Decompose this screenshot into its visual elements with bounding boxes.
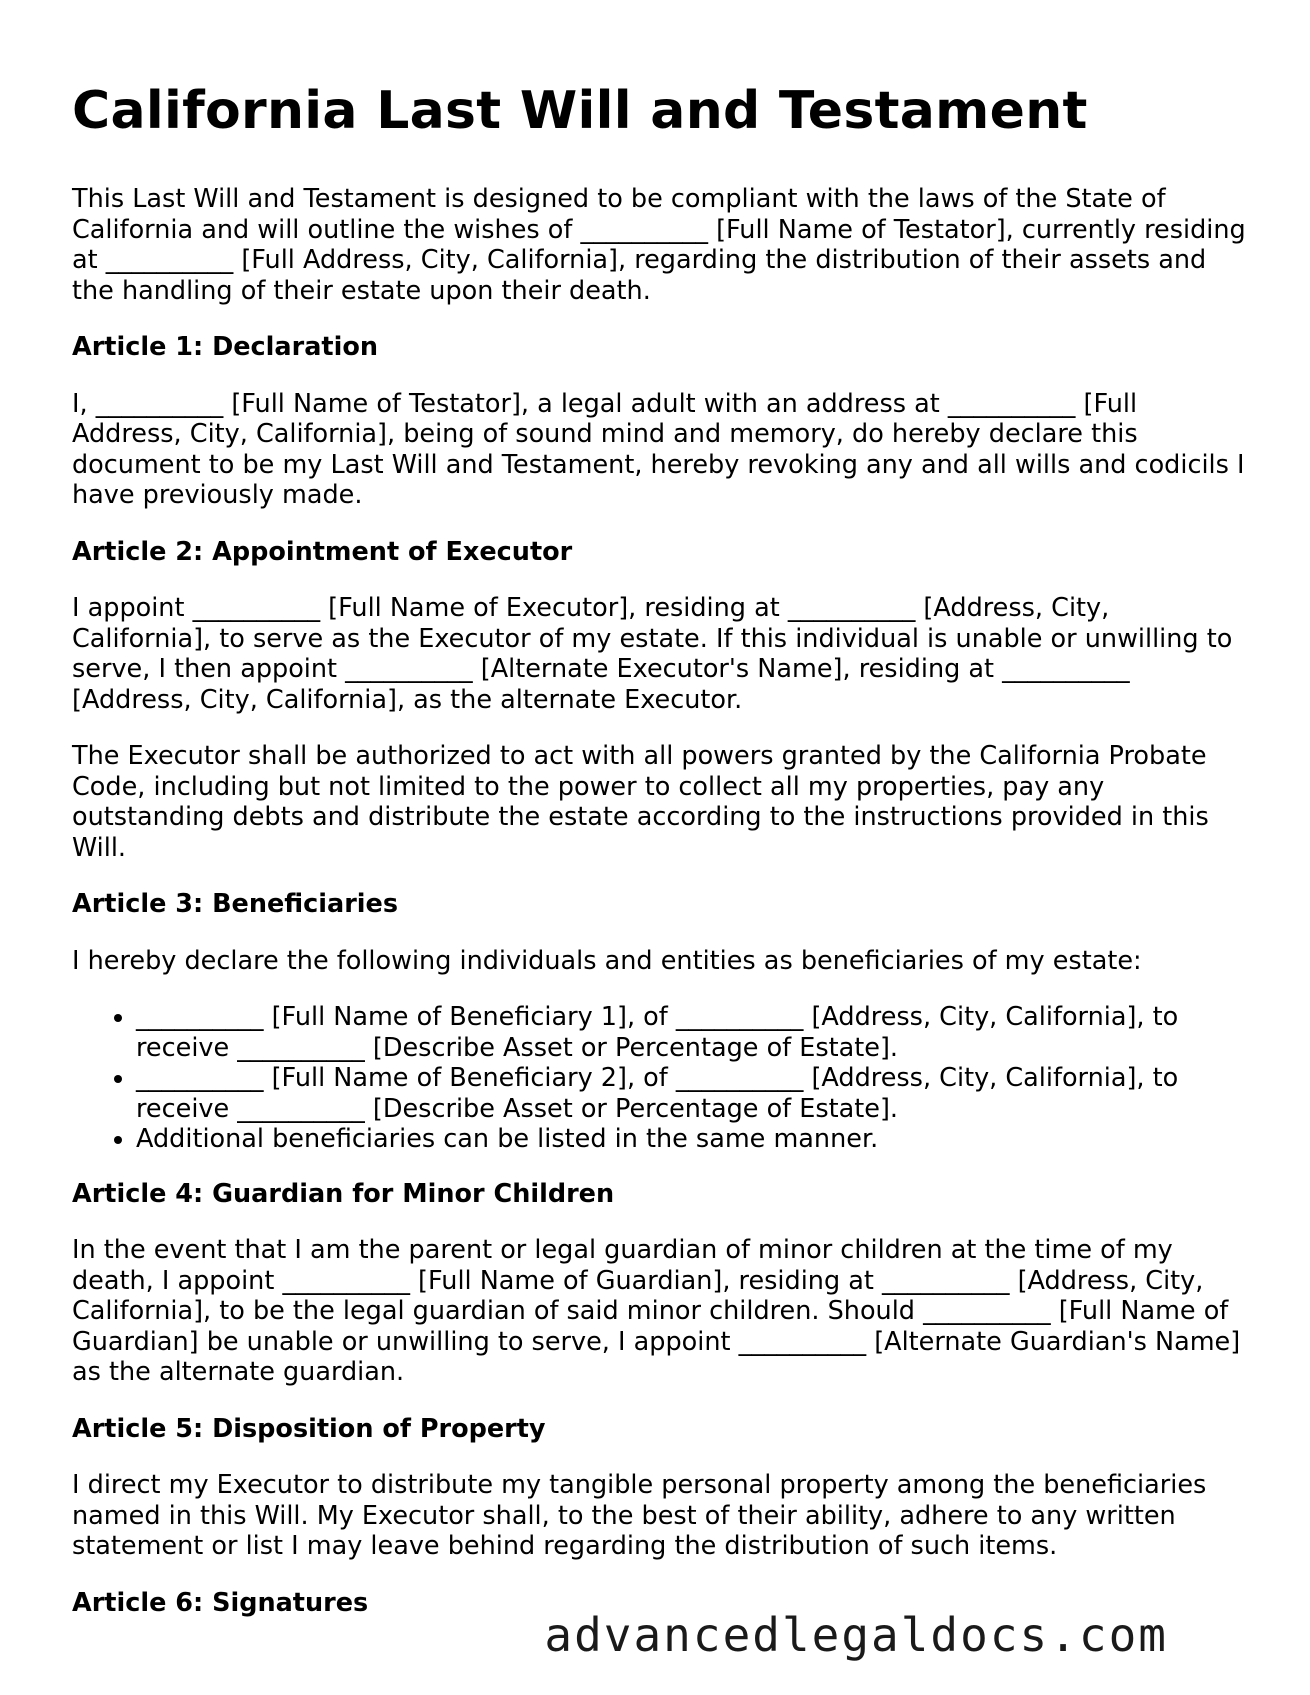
document-page [72, 80, 1252, 1644]
article-2-text-1: I appoint __________ [Full Name of Executor], residing at __________ [Address, City, California], to serve as the Executor of my estate. If this individual is unable or unwilling to serve, I then appoint __________ [Alternate Executor's Name], residing at __________ [Address, City, California], as the alternate Executor. [72, 593, 1233, 715]
article-2-text-2: The Executor shall be authorized to act with all powers granted by the California Probate Code, including but not limited to the power to collect all my properties, pay any outstanding debts and distribute the estate according to the instructions provided in this Will. [72, 741, 1209, 863]
article-4-heading: Article 4: Guardian for Minor Children [72, 1178, 615, 1209]
article-5-text: I direct my Executor to distribute my tangible personal property among the beneficiaries named in this Will. My Executor shall, to the best of their ability, adhere to any written statement or list I may leave behind regarding the distribution of such items. [72, 1470, 1207, 1561]
article-6-heading: Article 6: Signatures [72, 1587, 369, 1618]
beneficiaries-list [72, 1002, 1252, 1155]
article-3-text: I hereby declare the following individuals and entities as beneficiaries of my estate: [72, 945, 1142, 976]
article-4-text: In the event that I am the parent or legal guardian of minor children at the time of my death, I appoint __________ [Full Name of Guardian], residing at __________ [Address, City, California], to be the legal guardian of said minor children. Should __________ [Full Name of Guardian] be unable or unwilling to serve, I appoint __________ [Alternate Guardian's Name] as the alternate guardian. [72, 1235, 1241, 1387]
document-title: California Last Will and Testament [72, 81, 1088, 141]
list-item: • __________ [Full Name of Beneficiary 2], of __________ [Address, City, California], to receive __________ [Describe Asset or Percentage of Estate]. [136, 1063, 1252, 1124]
article-1-text: I, __________ [Full Name of Testator], a legal adult with an address at __________ [Full Address, City, California], being of sound mind and memory, do hereby declare this document to be my Last Will and Testament, hereby revoking any and all wills and codicils I have previously made. [72, 388, 1245, 510]
article-1-heading: Article 1: Declaration [72, 332, 378, 362]
article-3-heading: Article 3: Beneficiaries [72, 889, 399, 919]
watermark: advancedlegaldocs.com [544, 1608, 1168, 1662]
article-2-heading: Article 2: Appointment of Executor [72, 536, 573, 567]
article-5-heading: Article 5: Disposition of Property [72, 1413, 546, 1444]
intro-paragraph: This Last Will and Testament is designed to be compliant with the laws of the State of California and will outline the wishes of __________ [Full Name of Testator], currently residing at __________ [Full Address, City, California], regarding the distribution of their assets and the handling of their estate upon their death. [72, 184, 1246, 306]
list-item: • Additional beneficiaries can be listed in the same manner. [136, 1124, 1252, 1155]
list-item: • __________ [Full Name of Beneficiary 1], of __________ [Address, City, California], to receive __________ [Describe Asset or Percentage of Estate]. [136, 1002, 1252, 1063]
